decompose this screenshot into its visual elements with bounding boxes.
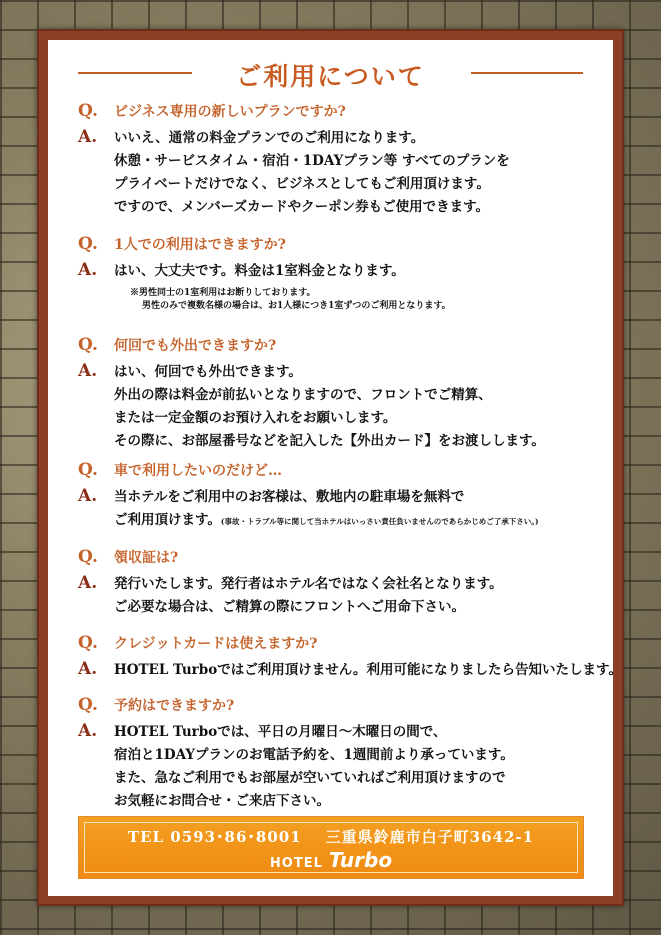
a-mark: A. bbox=[78, 659, 98, 679]
question-text: 車で利用したいのだけど… bbox=[114, 463, 282, 479]
a-mark: A. bbox=[78, 486, 98, 506]
question-text: 予約はできますか? bbox=[114, 698, 235, 714]
answer-line: ご必要な場合は、ご精算の際にフロントへご用命下さい。 bbox=[114, 599, 465, 615]
footer-banner bbox=[79, 817, 583, 878]
answer-line: プライベートだけでなく、ビジネスとしてもご利用頂けます。 bbox=[114, 176, 490, 192]
footer-tel: TEL 0593･86･8001 bbox=[127, 828, 302, 846]
answer-row bbox=[78, 260, 621, 283]
q-mark: Q. bbox=[78, 547, 98, 567]
page-title: ご利用について bbox=[236, 62, 425, 91]
title-divider-right bbox=[471, 72, 583, 74]
answer-line: または一定金額のお預け入れをお願いします。 bbox=[114, 410, 397, 426]
faq-item bbox=[78, 695, 621, 813]
question-row bbox=[78, 101, 621, 121]
a-mark: A. bbox=[78, 260, 98, 280]
faq-item bbox=[78, 633, 621, 682]
faq-item bbox=[78, 335, 621, 453]
answer-line: 発行いたします。発行者はホテル名ではなく会社名となります。 bbox=[114, 576, 503, 592]
faq-item bbox=[78, 460, 621, 532]
q-mark: Q. bbox=[78, 460, 98, 480]
faq-item bbox=[78, 547, 621, 619]
answer-line: 外出の際は料金が前払いとなりますので、フロントでご精算、 bbox=[114, 387, 492, 403]
answer-row bbox=[78, 659, 621, 682]
question-row bbox=[78, 234, 621, 254]
question-text: 何回でも外出できますか? bbox=[114, 338, 277, 354]
question-row bbox=[78, 695, 621, 715]
question-row bbox=[78, 633, 621, 653]
answer-line: はい、何回でも外出できます。 bbox=[114, 364, 302, 380]
a-mark: A. bbox=[78, 127, 98, 147]
question-text: 領収証は? bbox=[114, 550, 179, 566]
question-text: 1人での利用はできますか? bbox=[114, 237, 286, 253]
q-mark: Q. bbox=[78, 101, 98, 121]
a-mark: A. bbox=[78, 721, 98, 741]
q-mark: Q. bbox=[78, 695, 98, 715]
question-row bbox=[78, 547, 621, 567]
faq-item bbox=[78, 101, 621, 219]
faq-item bbox=[78, 234, 621, 313]
footer-hotel-logo bbox=[79, 848, 583, 872]
disclaimer-text: (事故・トラブル等に関して当ホテルはいっさい責任負いませんのであらかじめご了承下さい。) bbox=[220, 517, 539, 526]
answer-line: いいえ、通常の料金プランでのご利用になります。 bbox=[114, 130, 425, 146]
answer-line: 当ホテルをご利用中のお客様は、敷地内の駐車場を無料で bbox=[114, 489, 465, 505]
answer-note bbox=[130, 287, 621, 313]
question-text: クレジットカードは使えますか? bbox=[114, 636, 318, 652]
note-line: 男性のみで複数名様の場合は、お1人様につき1室ずつのご利用となります。 bbox=[142, 301, 451, 311]
hotel-prefix: HOTEL bbox=[269, 856, 323, 871]
answer-line: お気軽にお問合せ・ご来店下さい。 bbox=[114, 793, 330, 809]
note-line: ※男性同士の1室利用はお断りしております。 bbox=[130, 288, 316, 298]
a-mark: A. bbox=[78, 361, 98, 381]
answer-row bbox=[78, 721, 621, 813]
answer-line: はい、大丈夫です。料金は1室料金となります。 bbox=[114, 263, 405, 279]
answer-line: HOTEL Turboではご利用頂けません。利用可能になりましたら告知いたします。 bbox=[114, 662, 622, 678]
answer-row bbox=[78, 127, 621, 219]
answer-row bbox=[78, 486, 621, 532]
answer-line: その際に、お部屋番号などを記入した【外出カード】をお渡しします。 bbox=[114, 433, 545, 449]
q-mark: Q. bbox=[78, 633, 98, 653]
hotel-name: Turbo bbox=[328, 848, 393, 872]
answer-line: ご利用頂けます。 bbox=[114, 512, 221, 528]
question-row bbox=[78, 335, 621, 355]
answer-row bbox=[78, 361, 621, 453]
answer-line: HOTEL Turboでは、平日の月曜日～木曜日の間で、 bbox=[114, 724, 447, 740]
question-text: ビジネス専用の新しいプランですか? bbox=[114, 104, 346, 120]
answer-line: また、急なご利用でもお部屋が空いていればご利用頂けますので bbox=[114, 770, 506, 786]
answer-line: 宿泊と1DAYプランのお電話予約を、1週間前より承っています。 bbox=[114, 747, 514, 763]
question-row bbox=[78, 460, 621, 480]
a-mark: A. bbox=[78, 573, 98, 593]
answer-line: ですので、メンバーズカードやクーポン券もご使用できます。 bbox=[114, 199, 490, 215]
footer-contact bbox=[79, 826, 583, 847]
q-mark: Q. bbox=[78, 234, 98, 254]
answer-row bbox=[78, 573, 621, 619]
footer-address: 三重県鈴鹿市白子町3642-1 bbox=[325, 828, 535, 846]
answer-line: 休憩・サービスタイム・宿泊・1DAYプラン等 すべてのプランを bbox=[114, 153, 510, 169]
title-row bbox=[48, 55, 613, 91]
q-mark: Q. bbox=[78, 335, 98, 355]
